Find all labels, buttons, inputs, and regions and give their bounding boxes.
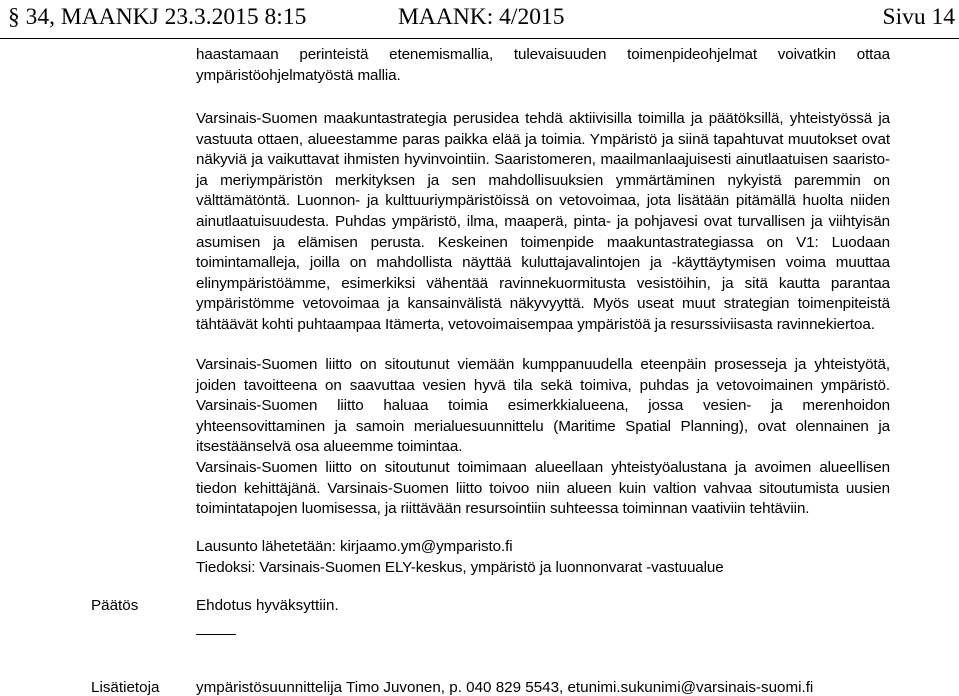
- info-to-line: Tiedoksi: Varsinais-Suomen ELY-keskus, ympäristö ja luonnonvarat -vastuualue: [196, 558, 724, 576]
- page-header: [0, 4, 959, 39]
- paragraph-cooperation: Varsinais-Suomen liitto on sitoutunut toimimaan alueellaan yhteistyöalustana ja avoimen alueellisen tiedon kehittäjänä. Varsinais-Suomen liitto toivoo niin alueen kuin valtion vahvaa sitoutumista uusien toimintatapojen luomisessa, ja riittävään resursointiin suhteessa toiminnan vaativiin tehtäviin.: [196, 459, 890, 518]
- page-number: Sivu 14: [882, 4, 955, 30]
- decision-text: Ehdotus hyväksyttiin.: [196, 597, 339, 614]
- section-reference: § 34, MAANKJ 23.3.2015 8:15: [8, 4, 307, 30]
- sent-to-line: Lausunto lähetetään: kirjaamo.ym@ymparisto.fi: [196, 538, 513, 555]
- more-info-text: ympäristösuunnittelija Timo Juvonen, p. 040 829 5543, etunimi.sukunimi@varsinais-suomi.fi: [196, 679, 814, 696]
- paragraph-strategy: Varsinais-Suomen maakuntastrategia perusidea tehdä aktiivisilla toimilla ja päätöksillä, yhteistyössä ja vastuuta ottaen, alueestamme paras paikka elää ja toimia. Ympäristö ja siinä tapahtuvat muutokset ovat näkyviä ja vaikuttavat ihmisten hyvinvointiin. Saaristomeren, maailmanlaajuisesti ainutlaatuisen saaristo- ja meriympäristön merkityksen ja sen mahdollisuuksien ymmärtäminen nykyistä paremmin on välttämätöntä. Luonnon- ja kulttuuriympäristöissä on vetovoimaa, jota lisätään pitämällä huolta niiden ainutlaatuisuudesta. Puhdas ympäristö, ilma, maaperä, pinta- ja pohjavesi ovat turvallisen ja viihtyisän asumisen ja elämisen perusta. Keskeinen toimenpide maakuntastrategiassa on V1: Luodaan toimintamalleja, joilla on mahdollista näyttää kuluttajavalintojen ja -käyttäytymisen voima muuttaa elinympäristöämme, esimerkiksi vähentää ravinnekuormitusta vesistöihin, ja sitä kautta parantaa ympäristömme vetovoimaa ja kansainvälistä näkyvyyttä. Myös useat muut strategian toimenpiteistä tähtäävät kohti puhtaampaa Itämerta, vetovoimaisempaa ympäristöä ja resurssiviisasta ravinnekiertoa.: [196, 110, 890, 333]
- separator-line: [196, 634, 236, 635]
- document-reference: MAANK: 4/2015: [398, 4, 565, 30]
- more-info-label: Lisätietoja: [91, 679, 160, 696]
- paragraph-continuation: haastamaan perinteistä etenemismallia, tulevaisuuden toimenpideohjelmat voivatkin ottaa ympäristöohjelmatyöstä mallia.: [196, 46, 890, 84]
- paragraph-commitment: Varsinais-Suomen liitto on sitoutunut viemään kumppanuudella eteenpäin prosesseja ja yhteistyötä, joiden tavoitteena on saavuttaa vesien hyvä tila sekä toimiva, puhdas ja vetovoimainen ympäristö. Varsinais-Suomen liitto haluaa toimia esimerkkialueena, jossa vesien- ja merenhoidon yhteensovittaminen ja samoin merialuesuunnittelu (Maritime Spatial Planning), ovat olennainen ja itsestäänselvä osa alueemme toimintaa.: [196, 356, 890, 456]
- distribution-block: [196, 537, 890, 578]
- decision-label: Päätös: [91, 597, 139, 614]
